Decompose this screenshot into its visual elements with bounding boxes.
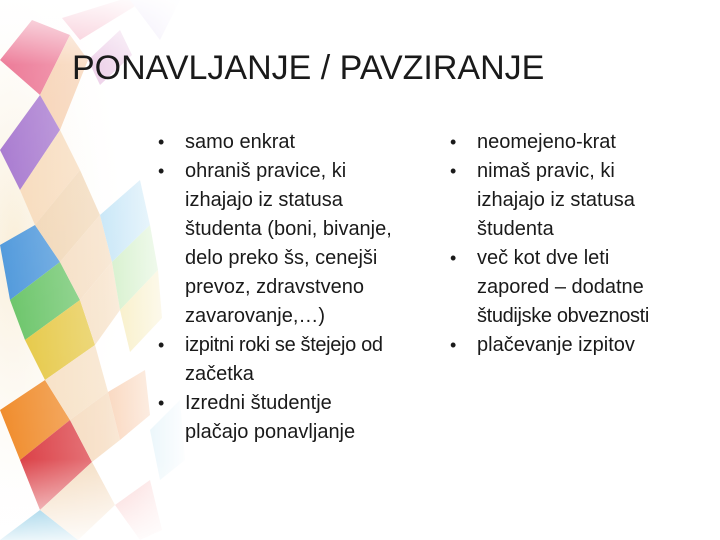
list-item-text: izpitni roki se štejejo od [185, 334, 383, 356]
bullet-icon: • [450, 132, 457, 152]
list-item-text: plačajo ponavljanje [185, 421, 356, 443]
list-item-text: zapored – dodatne [477, 276, 644, 298]
list-item-text: neomejeno-krat [477, 131, 616, 153]
list-item [156, 128, 446, 157]
list-item-text: nimaš pravic, ki [477, 160, 615, 182]
list-item [448, 331, 708, 360]
list-item [448, 157, 708, 244]
list-item-text: samo enkrat [185, 131, 296, 153]
list-item [448, 128, 708, 157]
list-item-text: prevoz, zdravstveno [185, 276, 364, 298]
left-bullet-list [156, 128, 446, 447]
slide-title: PONAVLJANJE / PAVZIRANJE [72, 49, 545, 87]
list-item-text: začetka [185, 363, 254, 385]
list-item [156, 389, 446, 447]
list-item [156, 331, 446, 389]
bullet-icon: • [158, 161, 165, 181]
list-item-text: študenta [477, 218, 554, 240]
list-item-text: več kot dve leti [477, 247, 610, 269]
bullet-icon: • [450, 335, 457, 355]
list-item [156, 157, 446, 331]
list-item-text: študijske obveznosti [477, 305, 649, 327]
right-bullet-list [448, 128, 708, 360]
list-item-text: plačevanje izpitov [477, 334, 635, 356]
list-item-text: Izredni študentje [185, 392, 332, 414]
bullet-icon: • [158, 335, 165, 355]
list-item-text: izhajajo iz statusa [477, 189, 635, 211]
list-item-text: zavarovanje,…) [185, 305, 326, 327]
left-column [156, 128, 446, 447]
bullet-icon: • [158, 393, 165, 413]
list-item-text: delo preko šs, cenejši [185, 247, 378, 269]
list-item-text: ohraniš pravice, ki [185, 160, 347, 182]
bullet-icon: • [450, 248, 457, 268]
right-column [448, 128, 708, 360]
list-item [448, 244, 708, 331]
bullet-icon: • [158, 132, 165, 152]
bullet-icon: • [450, 161, 457, 181]
list-item-text: študenta (boni, bivanje, [185, 218, 392, 240]
list-item-text: izhajajo iz statusa [185, 189, 343, 211]
